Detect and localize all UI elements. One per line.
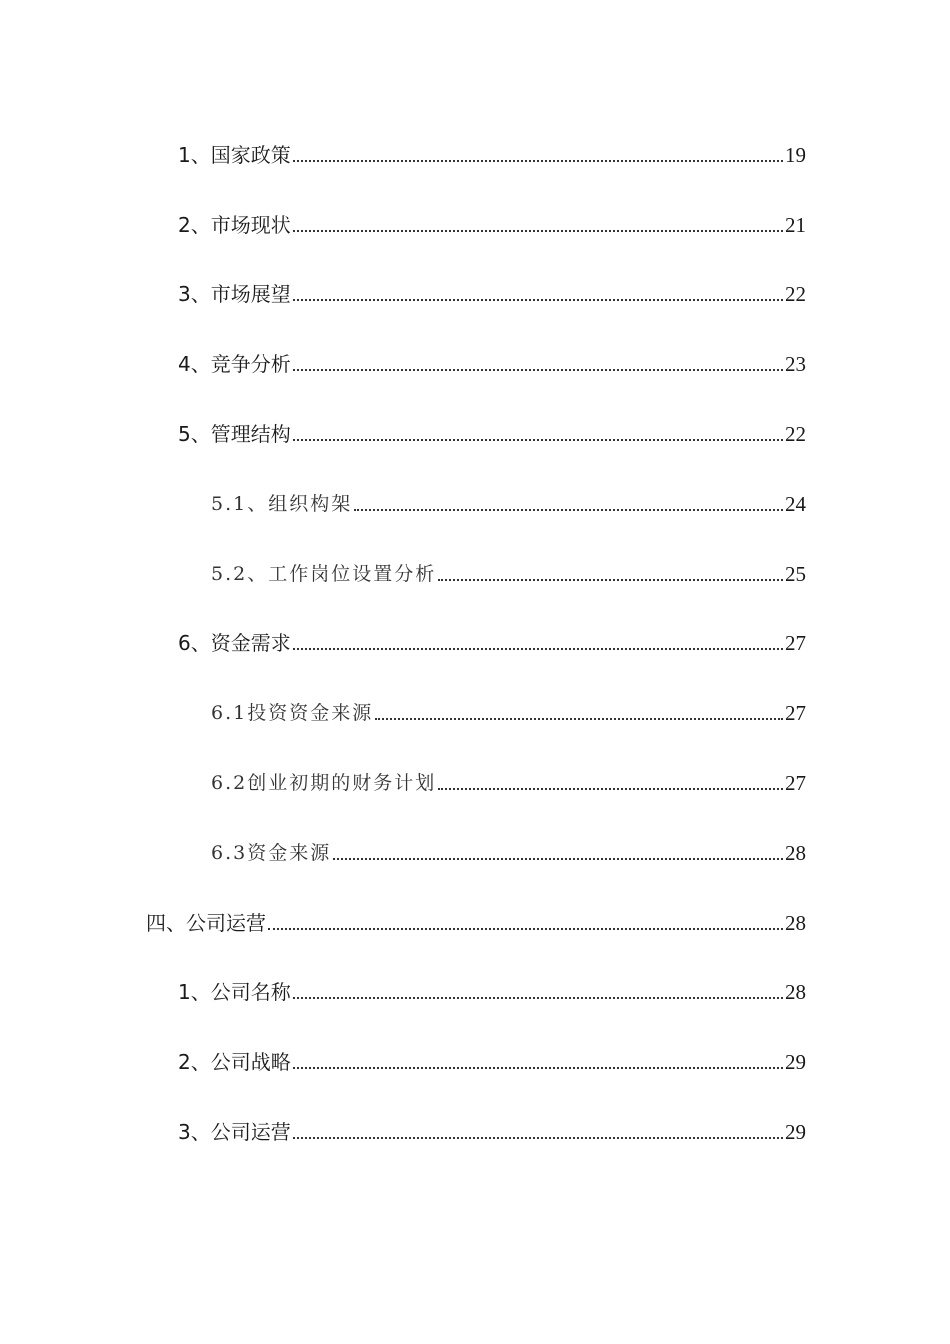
toc-entry-title: 1、国家政策 bbox=[178, 143, 291, 167]
toc-entry-page: 24 bbox=[785, 492, 806, 516]
toc-entry[interactable] bbox=[0, 413, 806, 447]
toc-entry-title: 1、公司名称 bbox=[178, 980, 291, 1004]
toc-entry[interactable] bbox=[0, 902, 806, 936]
toc-entry-title: 2、公司战略 bbox=[178, 1050, 291, 1074]
toc-entry-title: 6.2创业初期的财务计划 bbox=[211, 772, 437, 794]
toc-entry[interactable] bbox=[0, 273, 806, 307]
dot-leader bbox=[293, 230, 783, 232]
toc-entry[interactable] bbox=[0, 692, 806, 726]
toc-entry-title: 6、资金需求 bbox=[178, 631, 291, 655]
toc-entry-title: 5、管理结构 bbox=[178, 422, 291, 446]
toc-entry[interactable] bbox=[0, 762, 806, 796]
toc-entry-page: 27 bbox=[785, 701, 806, 725]
toc-entry[interactable] bbox=[0, 1111, 806, 1145]
toc-entry[interactable] bbox=[0, 971, 806, 1005]
dot-leader bbox=[293, 648, 783, 650]
toc-entry[interactable] bbox=[0, 553, 806, 587]
dot-leader bbox=[293, 439, 783, 441]
toc-entry-title: 3、公司运营 bbox=[178, 1120, 291, 1144]
dot-leader bbox=[293, 299, 783, 301]
toc-entry-title: 6.3资金来源 bbox=[211, 842, 332, 864]
toc-entry-title: 5.1、组织构架 bbox=[211, 493, 353, 515]
toc-entry-page: 28 bbox=[785, 980, 806, 1004]
dot-leader bbox=[375, 718, 783, 720]
toc-entry-title: 4、竞争分析 bbox=[178, 352, 291, 376]
dot-leader bbox=[293, 1137, 783, 1139]
toc-entry-page: 28 bbox=[785, 841, 806, 865]
dot-leader bbox=[293, 369, 783, 371]
dot-leader bbox=[293, 160, 783, 162]
toc-entry-title: 2、市场现状 bbox=[178, 213, 291, 237]
toc-entry-page: 22 bbox=[785, 282, 806, 306]
toc-entry-title: 3、市场展望 bbox=[178, 282, 291, 306]
dot-leader bbox=[438, 579, 783, 581]
toc-entry[interactable] bbox=[0, 832, 806, 866]
toc-entry-page: 29 bbox=[785, 1050, 806, 1074]
dot-leader bbox=[333, 858, 783, 860]
toc-entry-page: 21 bbox=[785, 213, 806, 237]
dot-leader bbox=[268, 928, 783, 930]
dot-leader bbox=[438, 788, 783, 790]
toc-entry-page: 23 bbox=[785, 352, 806, 376]
toc-entry-page: 27 bbox=[785, 771, 806, 795]
dot-leader bbox=[354, 509, 783, 511]
dot-leader bbox=[293, 997, 783, 999]
toc-entry[interactable] bbox=[0, 134, 806, 168]
toc-entry[interactable] bbox=[0, 483, 806, 517]
toc-entry-page: 22 bbox=[785, 422, 806, 446]
toc-entry-title: 5.2、工作岗位设置分析 bbox=[211, 563, 437, 585]
toc-entry-title: 6.1投资资金来源 bbox=[211, 702, 374, 724]
toc-entry[interactable] bbox=[0, 622, 806, 656]
toc-entry-page: 19 bbox=[785, 143, 806, 167]
toc-entry-title: 四、公司运营 bbox=[146, 911, 266, 935]
toc-entry[interactable] bbox=[0, 1041, 806, 1075]
toc-entry-page: 27 bbox=[785, 631, 806, 655]
toc-entry-page: 28 bbox=[785, 911, 806, 935]
toc-entry[interactable] bbox=[0, 343, 806, 377]
toc-entry-page: 25 bbox=[785, 562, 806, 586]
dot-leader bbox=[293, 1067, 783, 1069]
toc-entry[interactable] bbox=[0, 204, 806, 238]
toc-entry-page: 29 bbox=[785, 1120, 806, 1144]
